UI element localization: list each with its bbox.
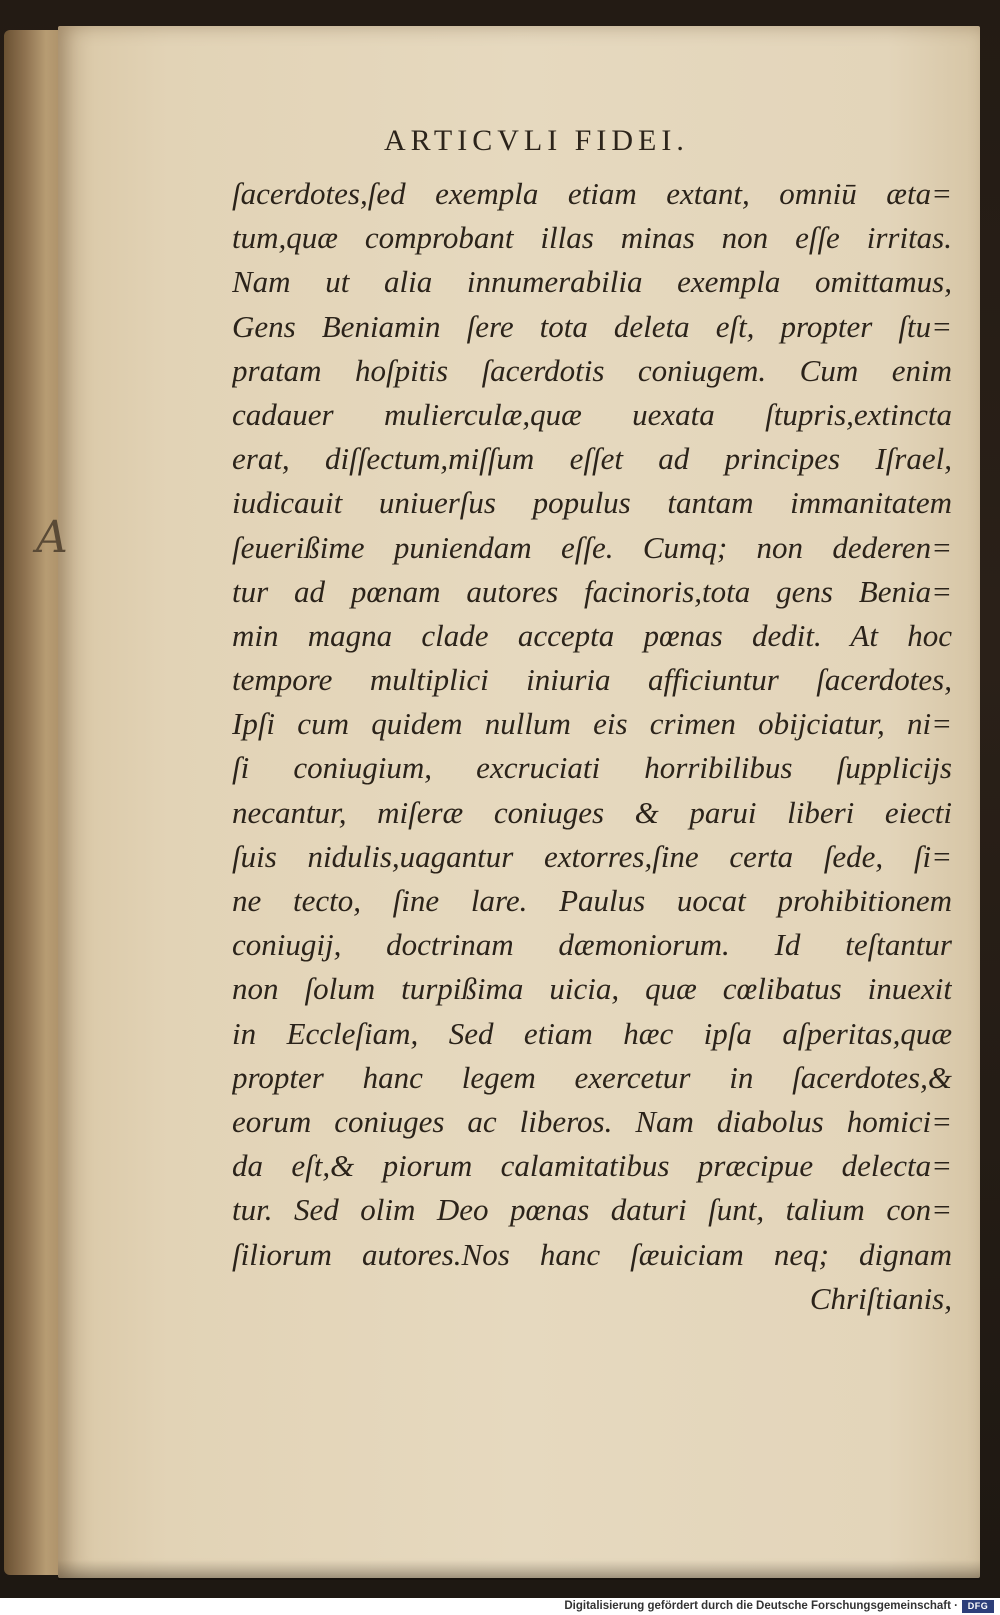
text-line: Ipſi cum quidem nullum eis crimen obijciatur, ni=: [232, 706, 952, 742]
text-line: tum,quæ comprobant illas minas non eſſe irritas.: [232, 220, 952, 256]
text-line: pratam hoſpitis ſacerdotis coniugem. Cum enim: [232, 352, 952, 388]
text-line: propter hanc legem exercetur in ſacerdotes,&: [232, 1059, 952, 1095]
text-line: da eſt,& piorum calamitatibus præcipue delecta=: [232, 1148, 952, 1184]
footer-bar: [0, 1598, 1000, 1615]
text-line: in Eccleſiam, Sed etiam hæc ipſa aſperitas,quæ: [232, 1015, 952, 1051]
catchword: Chriſtianis,: [809, 1280, 952, 1316]
text-line: ne tecto, ſine lare. Paulus uocat prohibitionem: [232, 883, 952, 918]
running-head: ARTICVLI FIDEI.: [384, 124, 689, 157]
page-bottom-shadow: [58, 1560, 980, 1580]
text-line: cadauer mulierculæ,quæ uexata ſtupris,extincta: [232, 396, 952, 432]
text-line: ſi coniugium, excruciati horribilibus ſupplicijs: [232, 750, 952, 786]
text-line: ſeuerißime puniendam eſſe. Cumq; non dederen=: [232, 529, 952, 565]
text-line: tur ad pœnam autores facinoris,tota gens Benia=: [232, 573, 952, 609]
text-line: iudicauit uniuerſus populus tantam immanitatem: [232, 485, 952, 521]
footer-credit: Digitalisierung gefördert durch die Deutsche Forschungsgemeinschaft ·: [564, 1600, 958, 1612]
text-line: min magna clade accepta pœnas dedit. At hoc: [232, 617, 952, 653]
text-line: ſuis nidulis,uagantur extorres,ſine certa ſede, ſi=: [232, 838, 952, 874]
text-line: coniugij, doctrinam dæmoniorum. Id teſtantur: [232, 927, 952, 963]
text-line: non ſolum turpißima uicia, quæ cœlibatus inuexit: [232, 971, 952, 1007]
text-line: necantur, miſeræ coniuges & parui liberi eiecti: [232, 794, 952, 830]
text-line: Gens Beniamin ſere tota deleta eſt, propter ſtu=: [232, 308, 952, 344]
text-line: ſiliorum autores.Nos hanc ſæuiciam neq; dignam: [232, 1236, 952, 1272]
text-line: eorum coniuges ac liberos. Nam diabolus homici=: [232, 1103, 952, 1139]
text-line: tur. Sed olim Deo pœnas daturi ſunt, talium con=: [232, 1192, 952, 1228]
text-block: [232, 172, 952, 1321]
text-line: Nam ut alia innumerabilia exempla omittamus,: [232, 264, 952, 300]
dfg-logo-icon: DFG: [962, 1600, 994, 1613]
text-line: tempore multiplici iniuria afficiuntur ſacerdotes,: [232, 662, 952, 698]
margin-mark: A: [36, 512, 68, 563]
text-line: erat, diſſectum,miſſum eſſet ad principes Iſrael,: [232, 441, 952, 477]
text-line: ſacerdotes,ſed exempla etiam extant, omniū æta=: [232, 176, 952, 211]
